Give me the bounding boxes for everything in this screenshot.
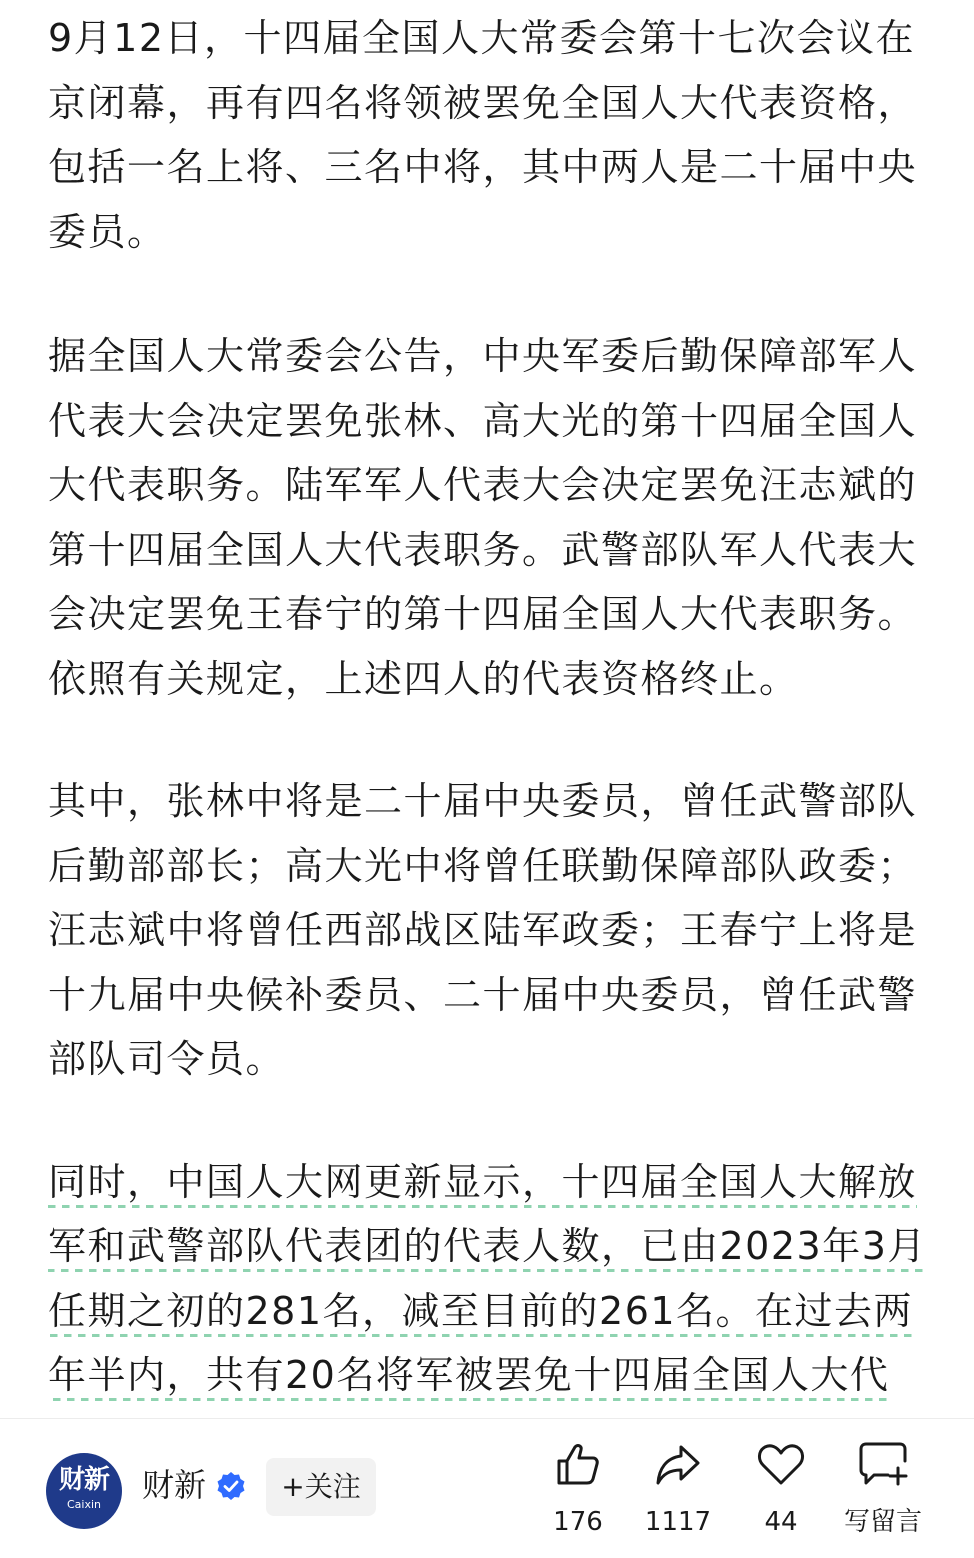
article-paragraph-3: 其中，张林中将是二十届中央委员，曾任武警部队后勤部部长；高大光中将曾任联勤保障部队政委；汪志斌中将曾任西部战区陆军政委；王春宁上将是十九届中央候补委员、二十届中央委员，曾任武警部队司令员。 [48,779,918,1081]
heart-icon [756,1439,806,1489]
verified-check-icon [216,1471,246,1501]
thumbs-up-icon [553,1439,603,1489]
favorite-count: 44 [764,1507,798,1537]
avatar-logo-text: 财新 [58,1465,109,1495]
write-comment-button[interactable] [833,1439,933,1537]
share-button[interactable] [628,1439,728,1537]
share-arrow-icon [653,1439,703,1489]
favorite-button[interactable] [731,1439,831,1537]
highlighted-text[interactable]: 同时，中国人大网更新显示，十四届全国人大解放军和武警部队代表团的代表人数，已由2023年3月任期之初的281名，减至目前的261名。在过去两年半内，共有20名将军被罢免十四届全国人大代 [48,1160,927,1466]
account-name[interactable]: 财新 [142,1466,207,1504]
article-body [48,6,928,1472]
avatar[interactable] [46,1453,122,1529]
like-button[interactable] [528,1439,628,1537]
avatar-logo-subtext: Caixin [66,1498,101,1511]
share-count: 1117 [644,1507,712,1537]
comment-bubble-icon [858,1439,908,1489]
follow-button[interactable]: +关注 [266,1458,376,1516]
bottom-action-bar [0,1419,974,1558]
article-paragraph-2: 据全国人大常委会公告，中央军委后勤保障部军人代表大会决定罢免张林、高大光的第十四届全国人大代表职务。陆军军人代表大会决定罢免汪志斌的第十四届全国人大代表职务。武警部队军人代表大会决定罢免王春宁的第十四届全国人大代表职务。依照有关规定，上述四人的代表资格终止。 [48,334,918,701]
write-comment-label: 写留言 [843,1507,922,1537]
like-count: 176 [553,1507,603,1537]
article-paragraph-1: 9月12日，十四届全国人大常委会第十七次会议在京闭幕，再有四名将领被罢免全国人大代表资格，包括一名上将、三名中将，其中两人是二十届中央委员。 [48,16,918,254]
